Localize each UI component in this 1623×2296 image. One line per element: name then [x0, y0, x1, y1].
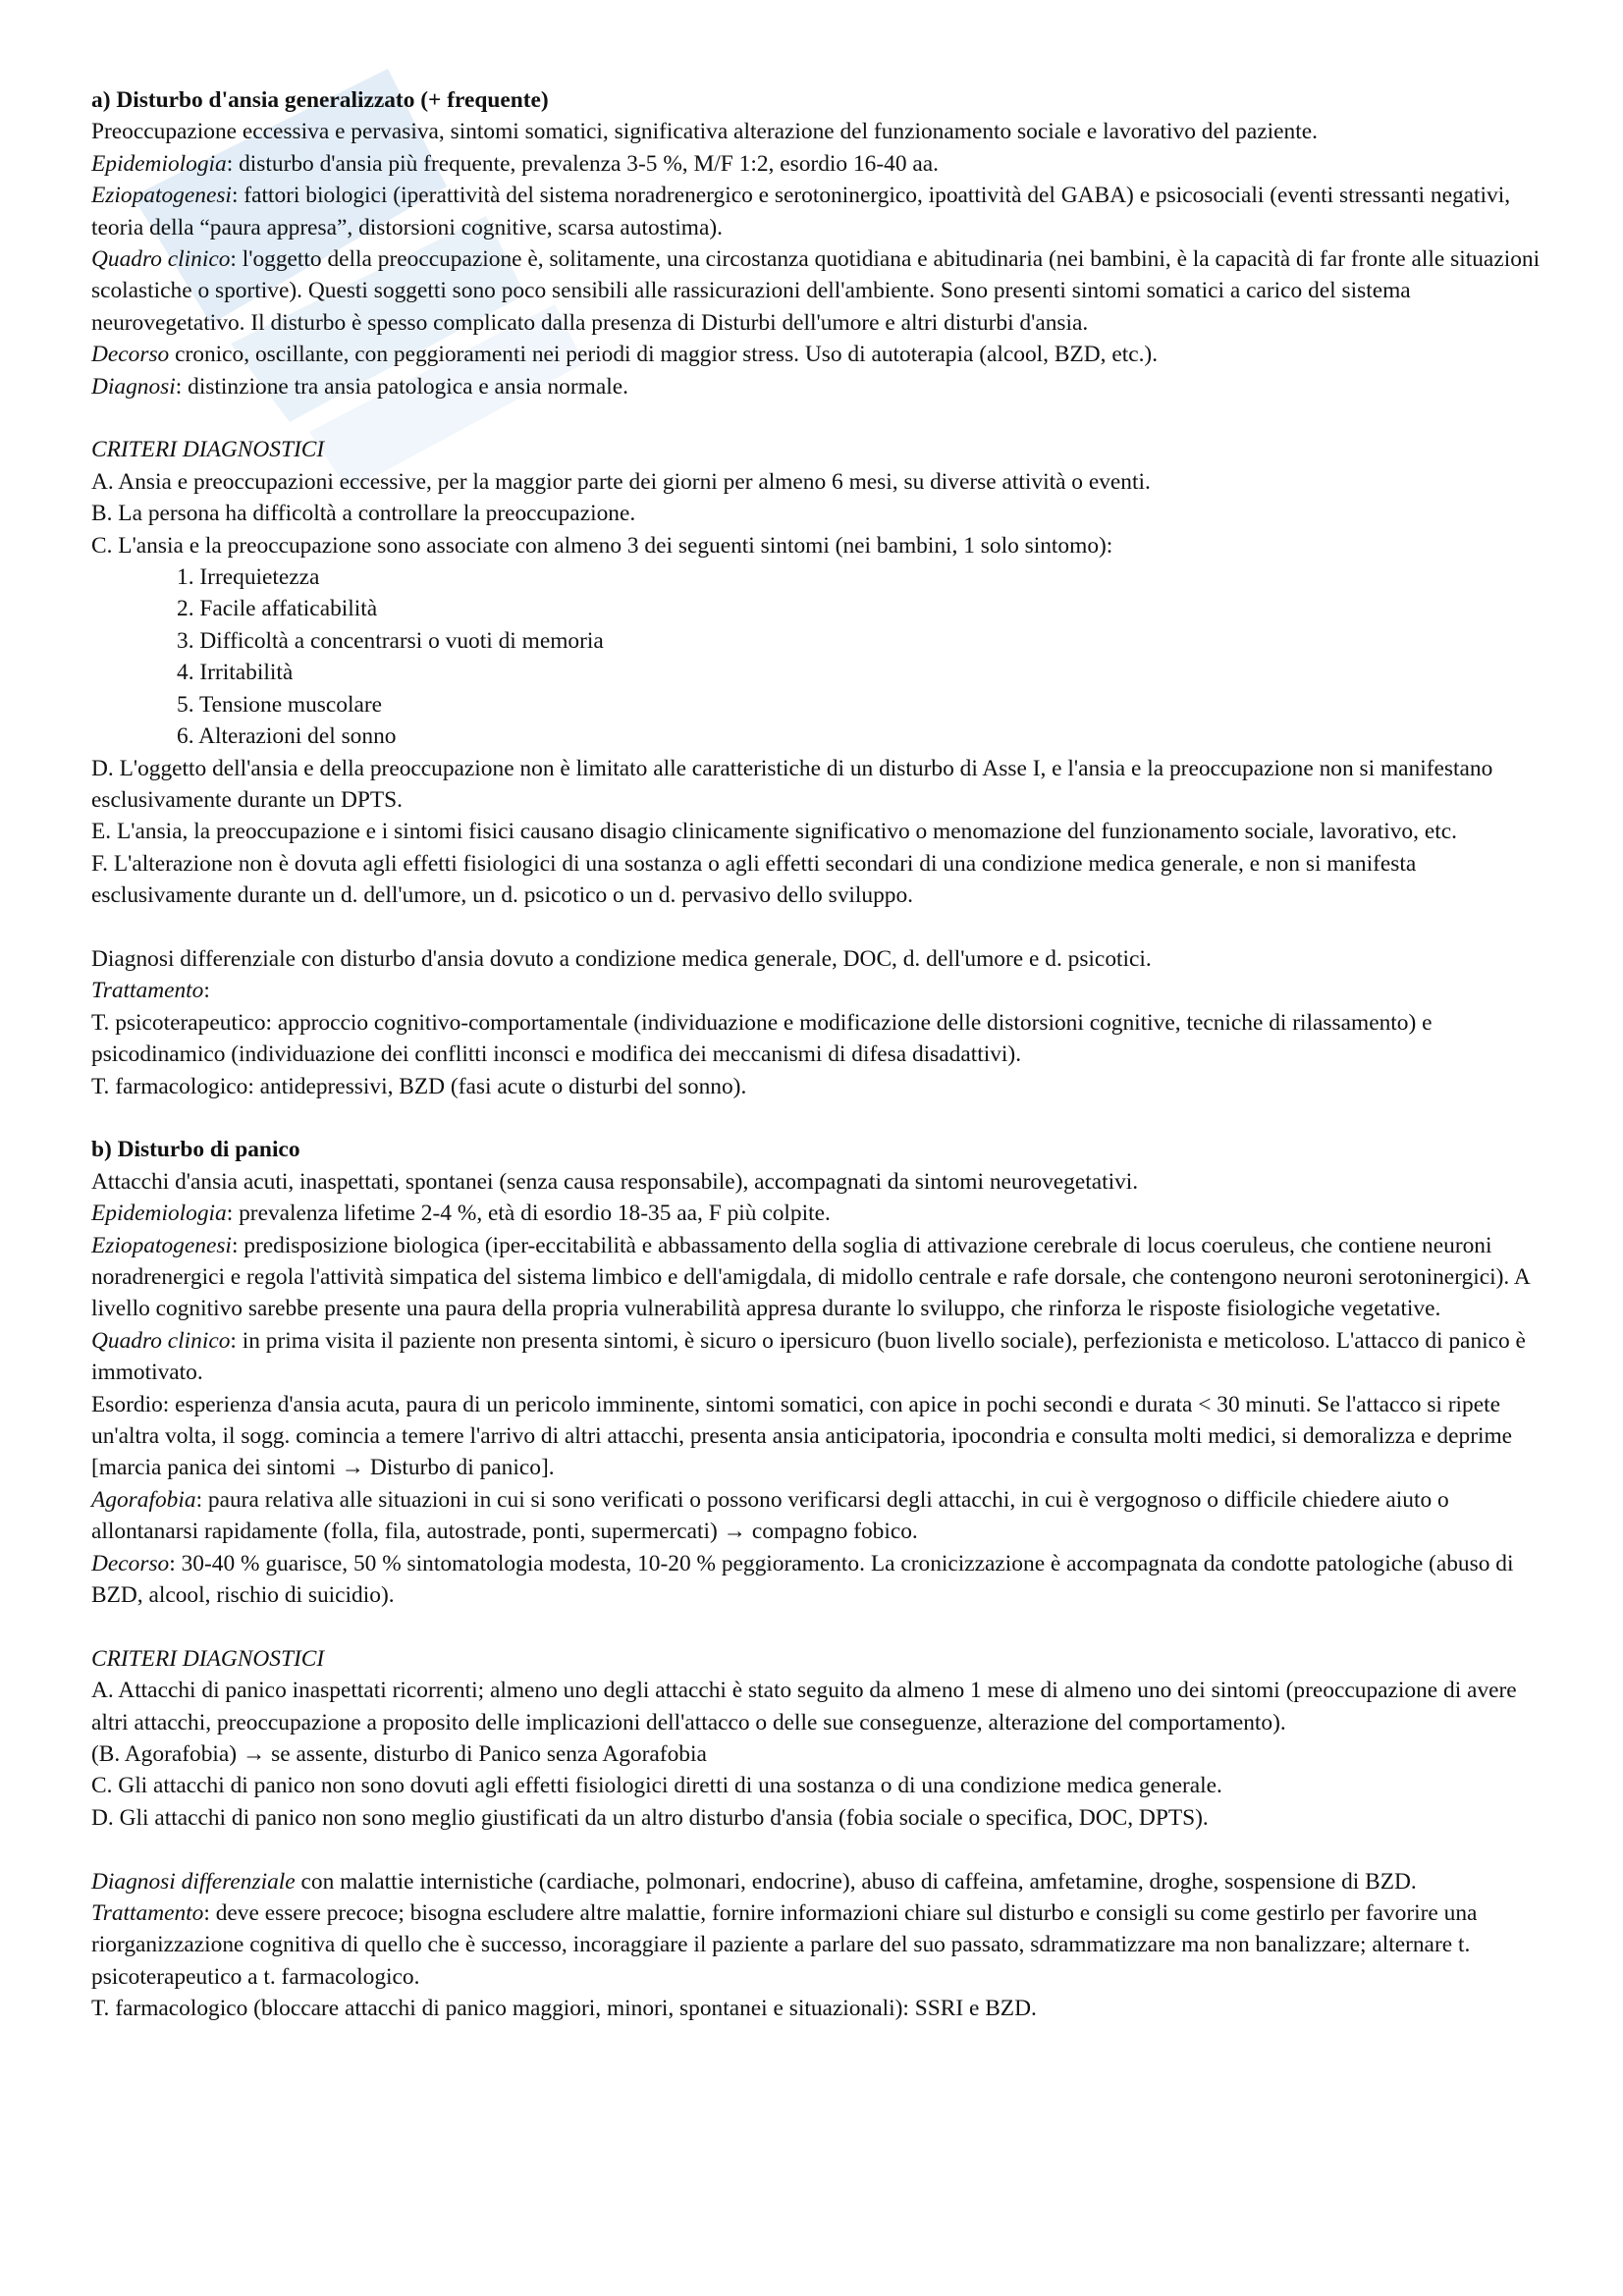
section-a-treatment-psycho: T. psicoterapeutico: approccio cognitivo-comportamentale (individuazione e modificazione delle distorsioni cognitive, tecniche di rilassamento) e psicodinamico (individuazione dei conflitti inconsci e modifica dei meccanismi di difesa disadattivi). [91, 1009, 1433, 1068]
symptom-item: 2. Facile affaticabilità [177, 596, 378, 622]
section-b-course [91, 1548, 1556, 1612]
section-a-clinical-picture [91, 243, 1556, 339]
course-text: cronico, oscillante, con peggioramenti nei periodi di maggior stress. Uso di autoterapia (alcool, BZD, etc.). [169, 342, 1159, 368]
section-a-title: a) Disturbo d'ansia generalizzato (+ frequente) [91, 87, 549, 113]
section-a-treatment-heading [91, 975, 1556, 1006]
course-text: : 30-40 % guarisce, 50 % sintomatologia modesta, 10-20 % peggioramento. La cronicizzazione è accompagnata da condotte patologiche (abuso di BZD, alcool, rischio di suicidio). [91, 1550, 1514, 1609]
section-b-agoraphobia [91, 1484, 1556, 1548]
symptom-item: 5. Tensione muscolare [177, 691, 383, 718]
section-b-treatment-pharma: T. farmacologico (bloccare attacchi di panico maggiori, minori, spontanei e situazionali): SSRI e BZD. [91, 1996, 1037, 2022]
differential-label: Diagnosi differenziale [91, 1868, 296, 1895]
etiopathogenesis-label: Eziopatogenesi [91, 1232, 232, 1258]
course-label: Decorso [91, 342, 170, 368]
epidemiology-label: Epidemiologia [91, 150, 227, 177]
criterion-c: C. Gli attacchi di panico non sono dovuti agli effetti fisiologici diretti di una sostanza o di una condizione medica generale. [91, 1773, 1222, 1799]
criterion-c: C. L'ansia e la preoccupazione sono associate con almeno 3 dei seguenti sintomi (nei bambini, 1 solo sintomo): [91, 532, 1113, 559]
criterion-f: F. L'alterazione non è dovuta agli effetti fisiologici di una sostanza o agli effetti secondari di una condizione medica generale, e non si manifesta esclusivamente durante un d. dell'umore, un d. psicotico o un d. pervasivo dello sviluppo. [91, 850, 1417, 909]
treatment-colon: : [203, 978, 210, 1004]
section-b-epidemiology [91, 1198, 1556, 1229]
symptom-item: 1. Irrequietezza [177, 564, 320, 591]
symptom-item: 4. Irritabilità [177, 660, 294, 686]
criterion-a: A. Attacchi di panico inaspettati ricorrenti; almeno uno degli attacchi è stato seguito da almeno 1 mese di almeno uno dei sintomi (preoccupazione di avere altri attacchi, preoccupazione a proposito delle implicazioni dell'attacco o delle sue conseguenze, alterazione del comportamento). [91, 1678, 1517, 1735]
section-a-criteria-heading: CRITERI DIAGNOSTICI [91, 437, 325, 463]
section-b-criteria-heading: CRITERI DIAGNOSTICI [91, 1645, 325, 1672]
treatment-text: : deve essere precoce; bisogna escludere altre malattie, fornire informazioni chiare sul disturbo e consigli su come gestirlo per favorire una riorganizzazione cognitiva di quello che è successo, incoraggiare il paziente a parlare del suo passato, sdrammatizzare ma non banalizzare; alternare t. psicoterapeutico a t. farmacologico. [91, 1900, 1478, 1990]
document-page [91, 84, 1556, 2025]
epidemiology-text: : prevalenza lifetime 2-4 %, età di esordio 18-35 aa, F più colpite. [226, 1201, 831, 1227]
section-a-differential: Diagnosi differenziale con disturbo d'ansia dovuto a condizione medica generale, DOC, d. dell'umore e d. psicotici. [91, 945, 1152, 972]
epidemiology-text: : disturbo d'ansia più frequente, prevalenza 3-5 %, M/F 1:2, esordio 16-40 aa. [226, 150, 939, 177]
treatment-label: Trattamento [91, 1900, 204, 1927]
epidemiology-label: Epidemiologia [91, 1201, 227, 1227]
section-b-differential [91, 1866, 1556, 1897]
section-b-intro: Attacchi d'ansia acuti, inaspettati, spontanei (senza causa responsabile), accompagnati da sintomi neurovegetativi. [91, 1168, 1139, 1195]
criterion-b: (B. Agorafobia) → se assente, disturbo di Panico senza Agorafobia [91, 1741, 707, 1768]
section-b-clinical-picture [91, 1325, 1556, 1389]
criterion-e: E. L'ansia, la preoccupazione e i sintomi fisici causano disagio clinicamente significativo o menomazione del funzionamento sociale, lavorativo, etc. [91, 819, 1457, 845]
differential-text: con malattie internistiche (cardiache, polmonari, endocrine), abuso di caffeina, amfetamine, droghe, sospensione di BZD. [295, 1868, 1417, 1895]
clinical-picture-text: : in prima visita il paziente non presenta sintomi, è sicuro o ipersicuro (buon livello sociale), perfezionista e meticoloso. L'attacco di panico è immotivato. [91, 1327, 1526, 1386]
section-a-epidemiology [91, 148, 1556, 180]
agoraphobia-label: Agorafobia [91, 1486, 196, 1513]
criterion-a: A. Ansia e preoccupazioni eccessive, per la maggior parte dei giorni per almeno 6 mesi, su diverse attività o eventi. [91, 468, 1151, 495]
diagnosis-text: : distinzione tra ansia patologica e ansia normale. [175, 373, 628, 400]
etiopathogenesis-text: : predisposizione biologica (iper-eccitabilità e abbassamento della soglia di attivazione cerebrale di locus coeruleus, che contiene neuroni noradrenergici e regola l'attività simpatica del sistema limbico e dell'amigdala, di midollo centrale e rafe dorsale, che contengono neuroni serotoninergici). A livello cognitivo sarebbe presente una paura della propria vulnerabilità appresa durante lo sviluppo, che rinforza le risposte fisiologiche vegetative. [91, 1232, 1530, 1322]
section-a-treatment-pharma: T. farmacologico: antidepressivi, BZD (fasi acute o disturbi del sonno). [91, 1073, 747, 1099]
section-b-title: b) Disturbo di panico [91, 1137, 300, 1163]
etiopathogenesis-text: : fattori biologici (iperattività del sistema noradrenergico e serotoninergico, ipoattività del GABA) e psicosociali (eventi stressanti negativi, teoria della “paura appresa”, distorsioni cognitive, scarsa autostima). [91, 183, 1511, 240]
diagnosis-label: Diagnosi [91, 373, 176, 400]
criterion-d: D. Gli attacchi di panico non sono meglio giustificati da un altro disturbo d'ansia (fobia sociale o specifica, DOC, DPTS). [91, 1804, 1209, 1831]
treatment-label: Trattamento [91, 978, 204, 1004]
criterion-d: D. L'oggetto dell'ansia e della preoccupazione non è limitato alle caratteristiche di un disturbo di Asse I, e l'ansia e la preoccupazione non si manifestano esclusivamente durante un DPTS. [91, 755, 1493, 813]
section-b-etiopathogenesis [91, 1230, 1556, 1325]
etiopathogenesis-label: Eziopatogenesi [91, 183, 232, 209]
section-a-diagnosis [91, 371, 1556, 402]
section-a-course [91, 339, 1556, 370]
section-a-etiopathogenesis [91, 180, 1556, 243]
clinical-picture-label: Quadro clinico [91, 1327, 231, 1354]
section-b-treatment [91, 1897, 1556, 1993]
section-b-onset: Esordio: esperienza d'ansia acuta, paura di un pericolo imminente, sintomi somatici, con apice in pochi secondi e durata < 30 minuti. Se l'attacco si ripete un'altra volta, il sogg. comincia a temere l'arrivo di altri attacchi, presenta ansia anticipatoria, ipocondria e consulta molti medici, si demoralizza e deprime [marcia panica dei sintomi → Disturbo di panico]. [91, 1391, 1513, 1481]
criterion-b: B. La persona ha difficoltà a controllare la preoccupazione. [91, 501, 636, 527]
clinical-picture-label: Quadro clinico [91, 246, 231, 273]
symptom-item: 6. Alterazioni del sonno [177, 723, 397, 750]
agoraphobia-text: : paura relativa alle situazioni in cui si sono verificati o possono verificarsi degli attacchi, in cui è vergognoso o difficile chiedere aiuto o allontanarsi rapidamente (folla, fila, autostrade, ponti, supermercati) → compagno fobico. [91, 1486, 1449, 1545]
course-label: Decorso [91, 1550, 170, 1576]
symptom-item: 3. Difficoltà a concentrarsi o vuoti di memoria [177, 627, 604, 654]
section-a-intro: Preoccupazione eccessiva e pervasiva, sintomi somatici, significativa alterazione del funzionamento sociale e lavorativo del paziente. [91, 119, 1318, 145]
clinical-picture-text: : l'oggetto della preoccupazione è, solitamente, una circostanza quotidiana e abitudinaria (nei bambini, è la capacità di far fronte alle situazioni scolastiche o sportive). Questi soggetti sono poco sensibili alle rassicurazioni dell'ambiente. Sono presenti sintomi somatici a carico del sistema neurovegetativo. Il disturbo è spesso complicato dalla presenza di Disturbi dell'umore e altri disturbi d'ansia. [91, 246, 1541, 336]
